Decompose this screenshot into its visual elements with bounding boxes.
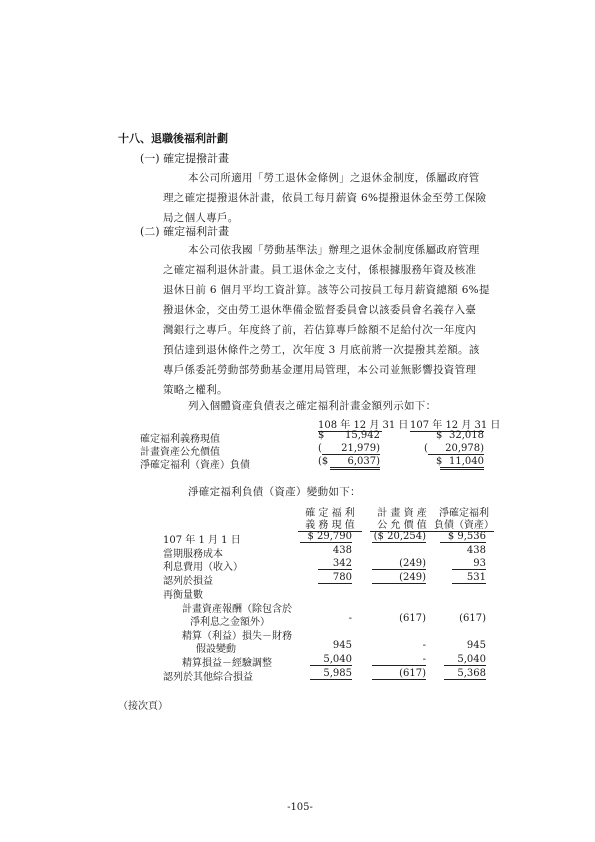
table2-cell: 342	[318, 558, 352, 570]
table2-cell: $ 9,536	[440, 531, 486, 543]
table2-cell: 93	[452, 558, 486, 570]
paragraph-2-line-6: 預估達到退休條件之勞工，次年度 3 月底前將一次提撥其差額。該	[163, 344, 480, 356]
paragraph-1-line-1: 本公司所適用「勞工退休金條例」之退休金制度，係屬政府管	[188, 172, 480, 184]
table1-cell-prefix: $	[318, 430, 325, 441]
table1-cell: 32,018	[449, 430, 484, 441]
table2-cell: (617)	[459, 613, 486, 624]
table2-header-col3-line2: 負債（資產）	[434, 516, 494, 532]
table1-cell: 21,979)	[322, 443, 380, 455]
table2-cell: 5,040	[444, 654, 486, 666]
paragraph-2-line-8: 策略之權利。	[163, 384, 228, 396]
table2-header-col3-line1: 淨確定福利	[439, 508, 489, 519]
table2-header-col1-line1: 確 定 福 利	[305, 508, 355, 519]
table2-row-label: 精算（利益）損失－財務	[182, 631, 292, 642]
table2-header-col1-line2: 義 務 現 值	[298, 516, 362, 532]
table2-header-col2-line1: 計 畫 資 產	[377, 508, 427, 519]
table2-cell: (249)	[372, 558, 426, 570]
table1-header-2019: 108 年 12 月 31 日	[318, 416, 382, 432]
table2-intro: 淨確定福利負債（資產）變動如下：	[188, 486, 361, 498]
table1-cell: 15,942	[345, 430, 380, 441]
table2-row-label: 假設變動	[196, 644, 236, 655]
table2-row-label: 當期服務成本	[163, 549, 223, 560]
table1-cell: 20,978)	[428, 443, 484, 455]
table2-cell: 780	[318, 572, 352, 584]
table2-cell: 5,040	[310, 654, 352, 666]
paragraph-2-line-2: 之確定福利退休計畫。員工退休金之支付，係根據服務年資及核准	[163, 264, 477, 276]
table2-cell: ($ 20,254)	[373, 531, 426, 542]
table2-cell: (249)	[372, 572, 426, 584]
paragraph-2-line-3: 退休日前 6 個月平均工資計算。該等公司按員工每月薪資總額 6%提	[163, 284, 490, 296]
table1-row-label: 確定福利義務現值	[140, 434, 220, 445]
paragraph-2-line-7: 專戶係委託勞動部勞動基金運用局管理，本公司並無影響投資管理	[163, 364, 477, 376]
table2-cell: 531	[452, 572, 486, 584]
table2-row-label: 計畫資產報酬（除包含於	[182, 604, 292, 615]
table2-cell: $ 29,790	[300, 531, 352, 543]
table1-cell: 6,037)	[330, 456, 380, 470]
table2-row-label: 107 年 1 月 1 日	[163, 535, 241, 546]
table1-cell-prefix: $	[436, 456, 443, 467]
table2-row-label: 認列於其他綜合損益	[163, 672, 253, 683]
paragraph-1-line-3: 局之個人專戶。	[163, 212, 239, 224]
table1-header-2018: 107 年 12 月 31 日	[410, 416, 484, 432]
table2-cell: -	[422, 640, 426, 651]
table2-row-label: 再衡量數	[163, 590, 203, 601]
table2-cell: 945	[332, 640, 352, 651]
table2-row-label: 淨利息之金額外）	[190, 617, 270, 628]
continued-note: （接次頁）	[118, 701, 168, 712]
table2-cell: -	[372, 654, 426, 666]
table1-intro: 列入個體資產負債表之確定福利計畫金額列示如下：	[188, 400, 437, 412]
paragraph-1-line-2: 理之確定提撥退休計畫，依員工每月薪資 6%提撥退休金至勞工保險	[163, 192, 487, 204]
table2-row-label: 認列於損益	[163, 576, 213, 587]
page-number: -105-	[287, 802, 313, 813]
table2-cell: 438	[332, 545, 352, 556]
table2-cell: (617)	[399, 613, 426, 624]
table2-cell: 5,985	[310, 668, 352, 680]
table2-cell: 438	[466, 545, 486, 556]
table2-cell: (617)	[372, 668, 426, 680]
paragraph-2-line-5: 灣銀行之專戶。年度終了前，若估算專戶餘額不足給付次一年度內	[163, 324, 477, 336]
table2-cell: 945	[466, 640, 486, 651]
table1-cell-prefix: (	[424, 443, 428, 454]
paragraph-2-line-4: 撥退休金，交由勞工退休準備金監督委員會以該委員會名義存入臺	[163, 304, 477, 316]
table2-row-label: 利息費用（收入）	[163, 562, 243, 573]
table1-cell-prefix: $	[436, 430, 443, 441]
table2-cell: 5,368	[444, 668, 486, 680]
section-title: 十八、退職後福利計劃	[118, 132, 228, 145]
subsection-1-label: (一) 確定提撥計畫	[140, 152, 230, 165]
subsection-2-label: (二) 確定福利計畫	[140, 225, 230, 238]
table1-cell: 11,040	[440, 456, 484, 470]
table2-row-label: 精算損益－經驗調整	[182, 658, 272, 669]
table1-cell-prefix: ($	[318, 456, 329, 467]
table2-cell: -	[348, 613, 352, 624]
table1-cell-prefix: (	[318, 443, 322, 454]
table1-row-label: 淨確定福利（資產）負債	[140, 460, 250, 471]
table1-row-label: 計畫資產公允價值	[140, 447, 220, 458]
table2-header-col2-line2: 公 允 價 值	[370, 516, 434, 532]
paragraph-2-line-1: 本公司依我國「勞動基準法」辦理之退休金制度係屬政府管理	[188, 244, 480, 256]
